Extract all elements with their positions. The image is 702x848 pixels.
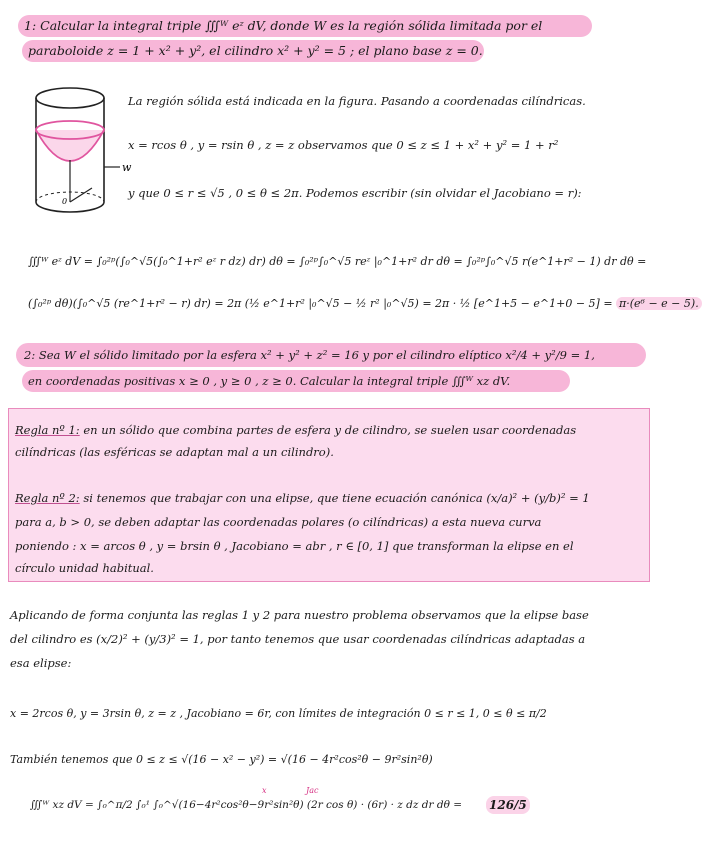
problem1-line2: paraboloide z = 1 + x² + y², el cilindro x² + y² = 5 ; el plano base z = 0. bbox=[28, 43, 483, 58]
rule2-line3: poniendo : x = arcos θ , y = brsin θ , Jacobiano = abr , r ∈ [0, 1] que transforman la elipse en el bbox=[15, 539, 574, 553]
annotation-x: x bbox=[262, 786, 267, 795]
rule2-line4: círculo unidad habitual. bbox=[15, 561, 154, 575]
final-result: 126/5 bbox=[486, 796, 530, 814]
explanation2-line6: ∭ᵂ xz dV = ∫₀^π/2 ∫₀¹ ∫₀^√(16−4r²cos²θ−9r²sin²θ) (2r cos θ) · (6r) · z dz dr dθ = bbox=[30, 799, 463, 811]
rule1-line1 bbox=[15, 423, 576, 438]
rule1-label: Regla nº 1: bbox=[15, 423, 80, 437]
annotation-jacobian: Jac bbox=[306, 786, 319, 795]
rule2-line1 bbox=[15, 491, 590, 506]
figure-label-w: w bbox=[122, 161, 132, 174]
explanation2-line4: x = 2rcos θ, y = 3rsin θ, z = z , Jacobiano = 6r, con límites de integración 0 ≤ r ≤ 1, 0 ≤ θ ≤ π/2 bbox=[10, 707, 547, 720]
problem2-line2: en coordenadas positivas x ≥ 0 , y ≥ 0 , z ≥ 0. Calcular la integral triple ∭ᵂ xz dV. bbox=[28, 374, 511, 388]
equation1-line2-main: (∫₀²ᵖ dθ)(∫₀^√5 (re^1+r² − r) dr) = 2π (½ e^1+r² |₀^√5 − ½ r² |₀^√5) = 2π · ½ [e^1+5 − e^1+0 − 5] = bbox=[28, 297, 613, 310]
equation1-result: π·(e⁶ − e − 5). bbox=[616, 297, 702, 310]
cylinder-figure bbox=[22, 82, 134, 222]
explanation2-line5: También tenemos que 0 ≤ z ≤ √(16 − x² − y²) = √(16 − 4r²cos²θ − 9r²sin²θ) bbox=[10, 753, 433, 766]
explanation2-line3: esa elipse: bbox=[10, 656, 72, 670]
equation1-line2 bbox=[28, 296, 702, 311]
explanation1-line2: x = rcos θ , y = rsin θ , z = z observamos que 0 ≤ z ≤ 1 + x² + y² = 1 + r² bbox=[128, 138, 559, 152]
rule2-label: Regla nº 2: bbox=[15, 491, 80, 505]
rule1-text1: en un sólido que combina partes de esfera y de cilindro, se suelen usar coordenadas bbox=[83, 423, 577, 437]
rule2-text1: si tenemos que trabajar con una elipse, que tiene ecuación canónica (x/a)² + (y/b)² = 1 bbox=[83, 491, 590, 505]
equation1-line1: ∭ᵂ eᶻ dV = ∫₀²ᵖ(∫₀^√5(∫₀^1+r² eᶻ r dz) dr) dθ = ∫₀²ᵖ∫₀^√5 reᶻ |₀^1+r² dr dθ = ∫₀²ᵖ∫₀^√5 r(e^1+r² − 1) dr dθ = bbox=[28, 255, 647, 268]
explanation1-line3: y que 0 ≤ r ≤ √5 , 0 ≤ θ ≤ 2π. Podemos escribir (sin olvidar el Jacobiano = r): bbox=[128, 186, 582, 200]
explanation2-line1: Aplicando de forma conjunta las reglas 1 y 2 para nuestro problema observamos que la elipse base bbox=[10, 608, 589, 622]
problem2-line1: 2: Sea W el sólido limitado por la esfera x² + y² + z² = 16 y por el cilindro elíptico x²/4 + y²/9 = 1, bbox=[24, 348, 595, 362]
rules-box bbox=[8, 408, 650, 582]
explanation1-line1: La región sólida está indicada en la figura. Pasando a coordenadas cilíndricas. bbox=[128, 94, 586, 108]
problem1-line1: 1: Calcular la integral triple ∭ᵂ eᶻ dV, donde W es la región sólida limitada por el bbox=[24, 18, 543, 33]
rule1-line2: cilíndricas (las esféricas se adaptan mal a un cilindro). bbox=[15, 445, 334, 459]
rule2-line2: para a, b > 0, se deben adaptar las coordenadas polares (o cilíndricas) a esta nueva curva bbox=[15, 515, 542, 529]
explanation2-line2: del cilindro es (x/2)² + (y/3)² = 1, por tanto tenemos que usar coordenadas cilíndricas adaptadas a bbox=[10, 632, 586, 646]
figure-label-0: 0 bbox=[62, 197, 68, 206]
